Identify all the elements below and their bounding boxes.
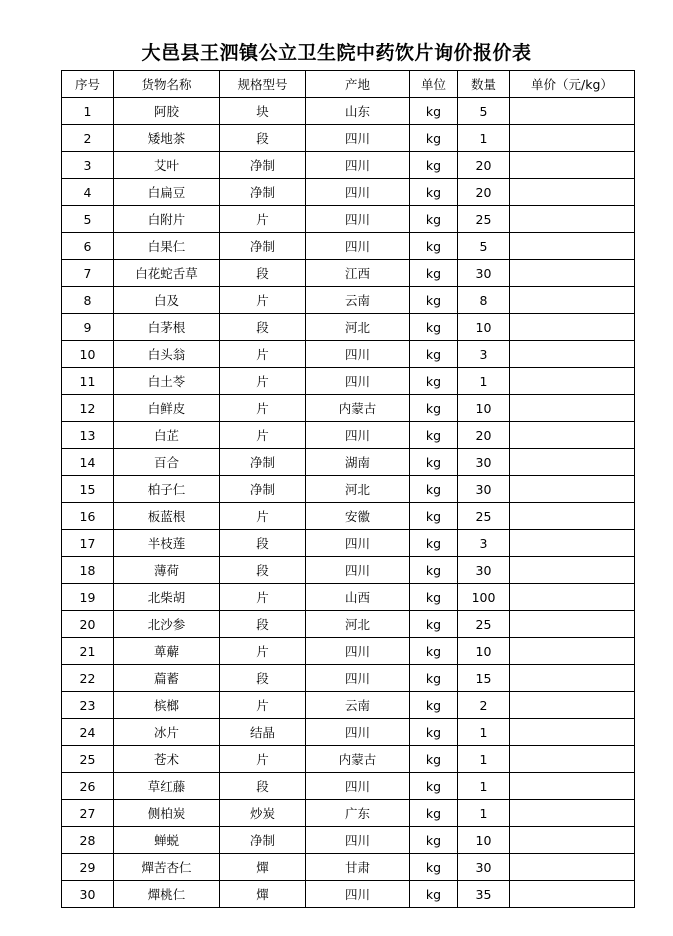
cell-index: 18: [62, 557, 114, 584]
cell-item-name: 白鲜皮: [114, 395, 220, 422]
cell-unit: kg: [410, 746, 458, 773]
cell-item-name: 薄荷: [114, 557, 220, 584]
cell-index: 13: [62, 422, 114, 449]
cell-item-name: 萹蓄: [114, 665, 220, 692]
cell-origin: 四川: [306, 125, 410, 152]
cell-unit: kg: [410, 395, 458, 422]
cell-item-name: 北沙参: [114, 611, 220, 638]
cell-quantity: 10: [458, 827, 510, 854]
cell-unit: kg: [410, 206, 458, 233]
table-row: [62, 476, 635, 503]
cell-origin: 四川: [306, 665, 410, 692]
cell-spec: 炒炭: [220, 800, 306, 827]
cell-index: 10: [62, 341, 114, 368]
cell-item-name: 白果仁: [114, 233, 220, 260]
cell-origin: 山东: [306, 98, 410, 125]
cell-origin: 四川: [306, 233, 410, 260]
header-quantity: 数量: [458, 71, 510, 98]
cell-item-name: 草红藤: [114, 773, 220, 800]
cell-unit: kg: [410, 665, 458, 692]
cell-origin: 河北: [306, 314, 410, 341]
cell-index: 21: [62, 638, 114, 665]
cell-quantity: 30: [458, 449, 510, 476]
cell-unit-price[interactable]: [510, 395, 635, 422]
cell-index: 5: [62, 206, 114, 233]
cell-unit-price[interactable]: [510, 503, 635, 530]
table-row: [62, 665, 635, 692]
cell-unit-price[interactable]: [510, 692, 635, 719]
table-body: [62, 98, 635, 908]
cell-quantity: 25: [458, 503, 510, 530]
cell-origin: 四川: [306, 827, 410, 854]
header-row: [62, 71, 635, 98]
cell-origin: 四川: [306, 206, 410, 233]
cell-item-name: 苍术: [114, 746, 220, 773]
table-row: [62, 827, 635, 854]
cell-quantity: 20: [458, 422, 510, 449]
cell-quantity: 8: [458, 287, 510, 314]
cell-spec: 片: [220, 422, 306, 449]
cell-origin: 四川: [306, 341, 410, 368]
cell-spec: 净制: [220, 476, 306, 503]
cell-item-name: 冰片: [114, 719, 220, 746]
cell-unit-price[interactable]: [510, 233, 635, 260]
cell-unit-price[interactable]: [510, 584, 635, 611]
cell-origin: 河北: [306, 476, 410, 503]
cell-unit-price[interactable]: [510, 206, 635, 233]
cell-item-name: 矮地茶: [114, 125, 220, 152]
cell-spec: 段: [220, 260, 306, 287]
cell-item-name: 白茅根: [114, 314, 220, 341]
cell-spec: 净制: [220, 233, 306, 260]
cell-origin: 内蒙古: [306, 395, 410, 422]
cell-spec: 结晶: [220, 719, 306, 746]
table-row: [62, 368, 635, 395]
cell-spec: 块: [220, 98, 306, 125]
cell-unit: kg: [410, 773, 458, 800]
cell-quantity: 25: [458, 206, 510, 233]
cell-unit: kg: [410, 233, 458, 260]
cell-unit: kg: [410, 854, 458, 881]
cell-unit-price[interactable]: [510, 746, 635, 773]
header-origin: 产地: [306, 71, 410, 98]
cell-item-name: 燀桃仁: [114, 881, 220, 908]
cell-unit: kg: [410, 692, 458, 719]
cell-origin: 湖南: [306, 449, 410, 476]
cell-origin: 四川: [306, 179, 410, 206]
cell-unit: kg: [410, 530, 458, 557]
cell-unit: kg: [410, 152, 458, 179]
cell-item-name: 白及: [114, 287, 220, 314]
cell-index: 20: [62, 611, 114, 638]
table-row: [62, 260, 635, 287]
cell-unit-price[interactable]: [510, 638, 635, 665]
cell-origin: 甘肃: [306, 854, 410, 881]
cell-origin: 四川: [306, 152, 410, 179]
cell-origin: 云南: [306, 287, 410, 314]
cell-unit-price[interactable]: [510, 314, 635, 341]
cell-unit: kg: [410, 557, 458, 584]
cell-quantity: 1: [458, 773, 510, 800]
cell-unit: kg: [410, 98, 458, 125]
cell-unit: kg: [410, 638, 458, 665]
table-row: [62, 638, 635, 665]
cell-unit-price[interactable]: [510, 719, 635, 746]
table-row: [62, 503, 635, 530]
cell-index: 6: [62, 233, 114, 260]
cell-unit: kg: [410, 341, 458, 368]
cell-unit: kg: [410, 503, 458, 530]
cell-unit-price[interactable]: [510, 260, 635, 287]
cell-unit-price[interactable]: [510, 368, 635, 395]
cell-index: 9: [62, 314, 114, 341]
cell-unit-price[interactable]: [510, 827, 635, 854]
table-row: [62, 152, 635, 179]
cell-item-name: 白头翁: [114, 341, 220, 368]
table-row: [62, 395, 635, 422]
cell-index: 7: [62, 260, 114, 287]
cell-quantity: 30: [458, 476, 510, 503]
cell-quantity: 3: [458, 341, 510, 368]
cell-item-name: 蝉蜕: [114, 827, 220, 854]
cell-index: 15: [62, 476, 114, 503]
cell-quantity: 1: [458, 125, 510, 152]
quote-table: [61, 70, 635, 908]
cell-unit-price[interactable]: [510, 341, 635, 368]
cell-quantity: 10: [458, 314, 510, 341]
table-row: [62, 746, 635, 773]
cell-unit: kg: [410, 881, 458, 908]
cell-spec: 燀: [220, 854, 306, 881]
cell-item-name: 白芷: [114, 422, 220, 449]
table-row: [62, 206, 635, 233]
table-row: [62, 314, 635, 341]
cell-index: 28: [62, 827, 114, 854]
cell-unit: kg: [410, 611, 458, 638]
table-row: [62, 584, 635, 611]
cell-quantity: 25: [458, 611, 510, 638]
table-row: [62, 449, 635, 476]
cell-quantity: 3: [458, 530, 510, 557]
table-row: [62, 422, 635, 449]
cell-quantity: 20: [458, 179, 510, 206]
cell-item-name: 板蓝根: [114, 503, 220, 530]
cell-unit: kg: [410, 800, 458, 827]
cell-quantity: 5: [458, 98, 510, 125]
table-row: [62, 800, 635, 827]
cell-origin: 山西: [306, 584, 410, 611]
cell-unit: kg: [410, 584, 458, 611]
table-row: [62, 773, 635, 800]
cell-unit-price[interactable]: [510, 476, 635, 503]
cell-origin: 四川: [306, 530, 410, 557]
cell-spec: 片: [220, 746, 306, 773]
cell-index: 8: [62, 287, 114, 314]
cell-unit: kg: [410, 719, 458, 746]
cell-index: 3: [62, 152, 114, 179]
table-row: [62, 881, 635, 908]
cell-unit-price[interactable]: [510, 773, 635, 800]
cell-item-name: 白附片: [114, 206, 220, 233]
cell-spec: 净制: [220, 179, 306, 206]
cell-unit-price[interactable]: [510, 854, 635, 881]
cell-spec: 段: [220, 557, 306, 584]
cell-origin: 安徽: [306, 503, 410, 530]
cell-origin: 四川: [306, 773, 410, 800]
cell-unit: kg: [410, 449, 458, 476]
cell-index: 22: [62, 665, 114, 692]
cell-spec: 片: [220, 503, 306, 530]
cell-unit-price[interactable]: [510, 530, 635, 557]
cell-item-name: 艾叶: [114, 152, 220, 179]
cell-index: 29: [62, 854, 114, 881]
cell-unit: kg: [410, 179, 458, 206]
table-row: [62, 125, 635, 152]
cell-spec: 片: [220, 638, 306, 665]
cell-unit-price[interactable]: [510, 800, 635, 827]
table-row: [62, 557, 635, 584]
cell-unit-price[interactable]: [510, 881, 635, 908]
cell-item-name: 萆薢: [114, 638, 220, 665]
cell-unit: kg: [410, 368, 458, 395]
cell-spec: 净制: [220, 827, 306, 854]
cell-unit-price[interactable]: [510, 422, 635, 449]
cell-item-name: 白扁豆: [114, 179, 220, 206]
cell-index: 4: [62, 179, 114, 206]
cell-index: 17: [62, 530, 114, 557]
cell-index: 24: [62, 719, 114, 746]
table-row: [62, 179, 635, 206]
cell-origin: 四川: [306, 368, 410, 395]
cell-quantity: 1: [458, 719, 510, 746]
cell-spec: 段: [220, 773, 306, 800]
cell-unit: kg: [410, 827, 458, 854]
cell-origin: 广东: [306, 800, 410, 827]
table-row: [62, 341, 635, 368]
cell-unit: kg: [410, 314, 458, 341]
cell-origin: 内蒙古: [306, 746, 410, 773]
cell-origin: 云南: [306, 692, 410, 719]
cell-unit: kg: [410, 287, 458, 314]
cell-spec: 片: [220, 395, 306, 422]
cell-index: 11: [62, 368, 114, 395]
cell-spec: 燀: [220, 881, 306, 908]
cell-unit-price[interactable]: [510, 557, 635, 584]
cell-spec: 段: [220, 125, 306, 152]
cell-quantity: 20: [458, 152, 510, 179]
cell-spec: 片: [220, 287, 306, 314]
cell-index: 26: [62, 773, 114, 800]
cell-spec: 片: [220, 368, 306, 395]
cell-spec: 净制: [220, 449, 306, 476]
cell-origin: 四川: [306, 557, 410, 584]
cell-spec: 段: [220, 611, 306, 638]
cell-item-name: 侧柏炭: [114, 800, 220, 827]
cell-item-name: 柏子仁: [114, 476, 220, 503]
cell-unit-price[interactable]: [510, 611, 635, 638]
table-row: [62, 530, 635, 557]
table-row: [62, 719, 635, 746]
cell-index: 30: [62, 881, 114, 908]
cell-item-name: 百合: [114, 449, 220, 476]
cell-index: 1: [62, 98, 114, 125]
cell-spec: 段: [220, 530, 306, 557]
cell-spec: 片: [220, 206, 306, 233]
cell-index: 27: [62, 800, 114, 827]
cell-spec: 片: [220, 341, 306, 368]
cell-quantity: 100: [458, 584, 510, 611]
cell-item-name: 北柴胡: [114, 584, 220, 611]
cell-index: 25: [62, 746, 114, 773]
cell-unit-price[interactable]: [510, 152, 635, 179]
document-title: 大邑县王泗镇公立卫生院中药饮片询价报价表: [141, 42, 532, 64]
cell-spec: 段: [220, 314, 306, 341]
cell-origin: 四川: [306, 719, 410, 746]
cell-quantity: 30: [458, 854, 510, 881]
header-index: 序号: [62, 71, 114, 98]
cell-origin: 四川: [306, 638, 410, 665]
table-row: [62, 98, 635, 125]
cell-quantity: 30: [458, 260, 510, 287]
table-row: [62, 611, 635, 638]
cell-spec: 段: [220, 665, 306, 692]
table-row: [62, 287, 635, 314]
cell-item-name: 阿胶: [114, 98, 220, 125]
header-unit: 单位: [410, 71, 458, 98]
cell-unit-price[interactable]: [510, 287, 635, 314]
cell-origin: 四川: [306, 422, 410, 449]
cell-spec: 净制: [220, 152, 306, 179]
table-row: [62, 692, 635, 719]
cell-item-name: 槟榔: [114, 692, 220, 719]
cell-unit: kg: [410, 260, 458, 287]
cell-quantity: 15: [458, 665, 510, 692]
cell-unit-price[interactable]: [510, 179, 635, 206]
cell-index: 12: [62, 395, 114, 422]
header-unit-price: 单价（元/kg）: [510, 71, 635, 98]
cell-quantity: 1: [458, 368, 510, 395]
cell-spec: 片: [220, 584, 306, 611]
cell-quantity: 10: [458, 638, 510, 665]
cell-unit: kg: [410, 422, 458, 449]
cell-unit-price[interactable]: [510, 665, 635, 692]
table-row: [62, 854, 635, 881]
cell-index: 23: [62, 692, 114, 719]
cell-index: 14: [62, 449, 114, 476]
cell-unit: kg: [410, 125, 458, 152]
cell-index: 19: [62, 584, 114, 611]
cell-quantity: 35: [458, 881, 510, 908]
cell-unit-price[interactable]: [510, 125, 635, 152]
header-spec: 规格型号: [220, 71, 306, 98]
cell-item-name: 白土苓: [114, 368, 220, 395]
cell-origin: 四川: [306, 881, 410, 908]
cell-index: 16: [62, 503, 114, 530]
cell-quantity: 5: [458, 233, 510, 260]
cell-origin: 江西: [306, 260, 410, 287]
cell-spec: 片: [220, 692, 306, 719]
cell-item-name: 燀苦杏仁: [114, 854, 220, 881]
cell-quantity: 10: [458, 395, 510, 422]
cell-quantity: 2: [458, 692, 510, 719]
cell-quantity: 30: [458, 557, 510, 584]
cell-unit-price[interactable]: [510, 449, 635, 476]
table-row: [62, 233, 635, 260]
cell-quantity: 1: [458, 800, 510, 827]
cell-quantity: 1: [458, 746, 510, 773]
cell-unit: kg: [410, 476, 458, 503]
cell-item-name: 白花蛇舌草: [114, 260, 220, 287]
cell-unit-price[interactable]: [510, 98, 635, 125]
cell-item-name: 半枝莲: [114, 530, 220, 557]
cell-origin: 河北: [306, 611, 410, 638]
cell-index: 2: [62, 125, 114, 152]
header-item-name: 货物名称: [114, 71, 220, 98]
